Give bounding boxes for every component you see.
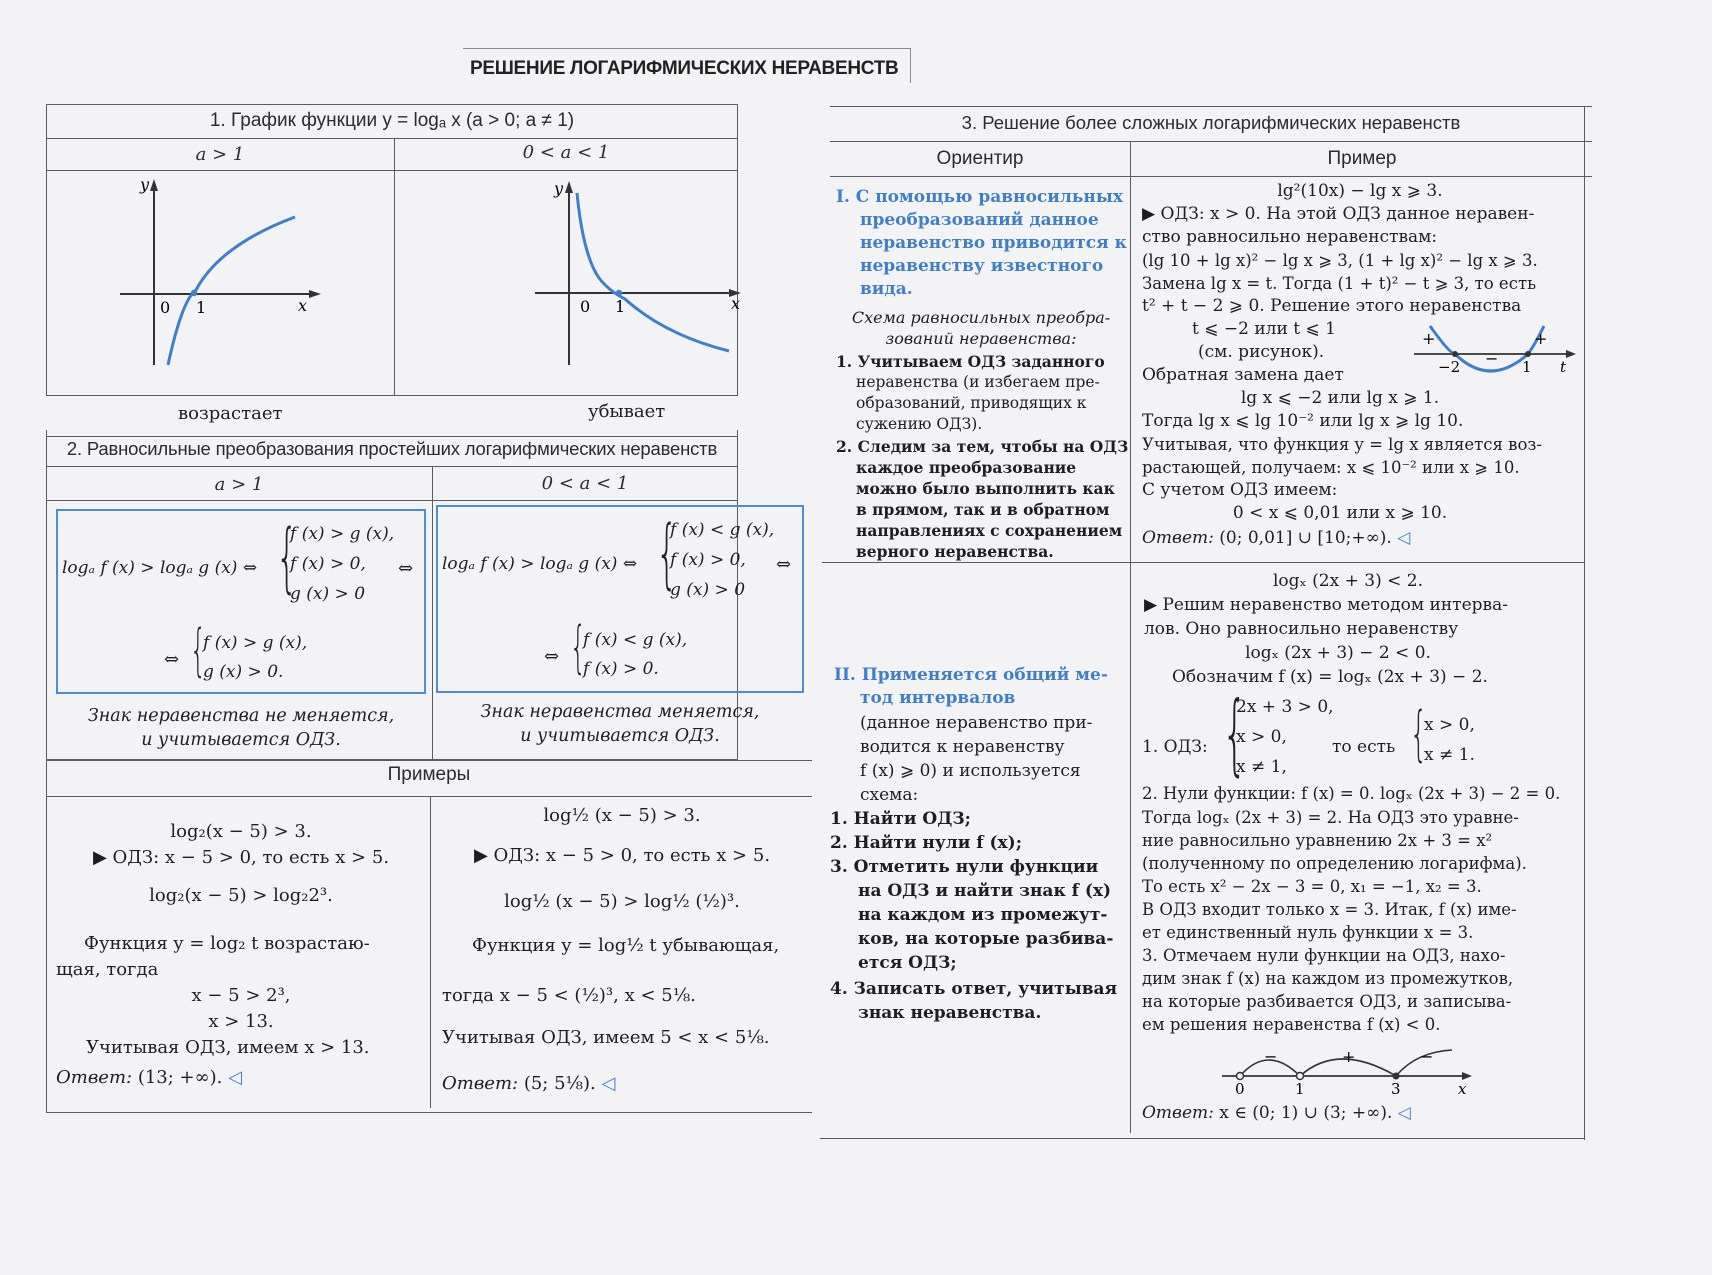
example-line: lg²(10x) − lg x ⩾ 3.	[1277, 181, 1443, 201]
tick-label: 1	[1522, 358, 1532, 376]
system-line: x ≠ 1.	[1424, 745, 1475, 765]
note-line: Знак неравенства меняется,	[480, 702, 760, 722]
step-line: на ОДЗ и найти знак f (x)	[858, 881, 1112, 901]
origin-label: 0	[160, 298, 171, 317]
rule-box-increasing	[56, 509, 426, 694]
example-line: Учитывая ОДЗ, имеем 5 < x < 5⅛.	[442, 1027, 770, 1048]
col-header-a-lt-1: 0 < a < 1	[541, 473, 629, 494]
step-line: 4. Записать ответ, учитывая	[830, 979, 1118, 999]
guide-text-line: f (x) ⩾ 0) и используется	[860, 761, 1081, 781]
divider	[46, 138, 738, 139]
example-line: ▶ ОДЗ: x − 5 > 0, то есть x > 5.	[473, 845, 771, 866]
example-line: lg x ⩽ −2 или lg x ⩾ 1.	[1240, 388, 1440, 408]
guide-title-line: неравенство приводится к	[860, 233, 1127, 253]
divider	[46, 1112, 812, 1113]
system-brace: {	[656, 508, 678, 597]
example-line: Функция y = log₂ t возрастаю-	[84, 933, 370, 954]
divider	[1130, 141, 1131, 1133]
example-line: Тогда logₓ (2x + 3) = 2. На ОДЗ это уравне-	[1142, 808, 1519, 827]
example-line: log½ (x − 5) > log½ (½)³.	[504, 891, 740, 912]
guide-title-line: I. С помощью равносильных	[836, 187, 1124, 207]
step-line: 2. Найти нули f (x);	[830, 833, 1022, 853]
guide-text-line: схема:	[860, 785, 919, 805]
divider	[46, 760, 47, 1112]
example-line: Замена lg x = t. Тогда (1 + t)² − t ⩾ 3, то есть	[1142, 274, 1537, 293]
axis-x-label: x	[731, 294, 741, 313]
system-line: g (x) > 0.	[203, 662, 284, 682]
origin-label: 0	[580, 297, 591, 316]
divider	[46, 760, 812, 761]
one-label: 1	[196, 298, 207, 317]
axis-label: t	[1560, 358, 1567, 376]
system-line: 2x + 3 > 0,	[1236, 697, 1334, 717]
example-line: 2. Нули функции: f (x) = 0. logₓ (2x + 3) − 2 = 0.	[1142, 784, 1561, 803]
example-line: ем решения неравенства f (x) < 0.	[1142, 1015, 1441, 1034]
divider	[46, 796, 812, 797]
equivalence-arrow: ⇔	[544, 646, 560, 667]
guide-text-line: (данное неравенство при-	[860, 713, 1093, 733]
divider	[46, 500, 738, 501]
examples-heading: Примеры	[387, 764, 471, 785]
sign-label: −	[1420, 1047, 1434, 1066]
step-line: 1. Найти ОДЗ;	[830, 809, 971, 829]
sign-label: +	[1342, 1047, 1356, 1066]
system-line: f (x) < g (x),	[583, 630, 688, 650]
end-mark-icon: ◁	[1397, 528, 1411, 548]
guide-title-line: вида.	[860, 279, 913, 299]
tick-label: 1	[1295, 1080, 1305, 1098]
answer-value: x ∈ (0; 1) ∪ (3; +∞).	[1219, 1103, 1393, 1123]
answer-label: Ответ:	[1142, 1103, 1214, 1123]
system-line: x > 0,	[1236, 727, 1287, 747]
section2-heading: 2. Равносильные преобразования простейших логарифмических неравенств	[66, 438, 718, 459]
step-line: 3. Отметить нули функции	[830, 857, 1099, 877]
guide-title-line: неравенству известного	[860, 256, 1104, 276]
step-line: знак неравенства.	[858, 1003, 1042, 1023]
example-line: log½ (x − 5) > 3.	[543, 805, 701, 826]
example-line: щая, тогда	[56, 959, 159, 980]
equivalence-arrow: ⇔	[398, 558, 414, 579]
example-line: x > 13.	[208, 1011, 274, 1032]
answer-row	[442, 1072, 615, 1095]
system-brace: {	[190, 618, 207, 683]
guide-title-line: II. Применяется общий ме-	[834, 665, 1108, 685]
equivalence-arrow: ⇔	[164, 649, 180, 670]
divider	[830, 141, 1592, 142]
example-line: тогда x − 5 < (½)³, x < 5⅛.	[442, 985, 696, 1006]
example-line: ▶ ОДЗ: x − 5 > 0, то есть x > 5.	[92, 847, 390, 868]
note-line: и учитывается ОДЗ.	[141, 730, 341, 750]
answer-row	[1142, 527, 1410, 550]
end-mark-icon: ◁	[228, 1067, 242, 1088]
system-line: x > 0,	[1424, 715, 1475, 735]
graph-increasing	[110, 175, 330, 375]
axis-y-label: y	[554, 179, 564, 198]
scheme-line: неравенства (и избегаем пре-	[856, 373, 1100, 391]
graph-decreasing	[525, 175, 755, 375]
system-line: x ≠ 1,	[1236, 757, 1287, 777]
title-frame	[463, 48, 911, 83]
guide-text-line: водится к неравенству	[860, 737, 1065, 757]
sign-label: +	[1534, 329, 1548, 348]
scheme-title-line: зований неравенства:	[885, 329, 1077, 348]
system-line: f (x) > g (x),	[203, 633, 308, 653]
example-line: (lg 10 + lg x)² − lg x ⩾ 3, (1 + lg x)² − lg x ⩾ 3.	[1142, 251, 1538, 270]
example-line: Обратная замена дает	[1142, 365, 1344, 385]
answer-label: Ответ:	[442, 1073, 519, 1094]
example-line: В ОДЗ входит только x = 3. Итак, f (x) име-	[1142, 900, 1517, 919]
scheme-line: верного неравенства.	[856, 542, 1054, 561]
odz-label: 1. ОДЗ:	[1142, 737, 1208, 757]
answer-value: (13; +∞).	[137, 1067, 223, 1088]
example-line: log₂(x − 5) > 3.	[170, 821, 312, 842]
end-mark-icon: ◁	[1397, 1103, 1411, 1123]
answer-row	[56, 1066, 242, 1089]
example-line: 0 < x ⩽ 0,01 или x ⩾ 10.	[1232, 503, 1448, 523]
system-line: f (x) > 0,	[670, 550, 746, 570]
step-line: ется ОДЗ;	[858, 953, 957, 973]
step-line: на каждом из промежут-	[858, 905, 1108, 925]
example-line: ство равносильно неравенствам:	[1142, 227, 1438, 247]
example-line: (полученному по определению логарифма).	[1142, 854, 1527, 873]
caption-decreasing: убывает	[588, 401, 666, 422]
example-line: Обозначим f (x) = logₓ (2x + 3) − 2.	[1172, 667, 1488, 687]
example-line: logₓ (2x + 3) − 2 < 0.	[1245, 643, 1431, 663]
system-brace: {	[1222, 682, 1248, 785]
example-line: лов. Оно равносильно неравенству	[1144, 619, 1459, 639]
system-line: g (x) > 0	[290, 584, 366, 604]
guide-title-line: тод интервалов	[860, 688, 1016, 708]
divider	[820, 1138, 1584, 1139]
sign-label: −	[1485, 349, 1499, 368]
example-line: растающей, получаем: x ⩽ 10⁻² или x ⩾ 10.	[1142, 458, 1520, 477]
divider	[46, 170, 738, 171]
scheme-title-line: Схема равносильных преобра-	[851, 308, 1111, 327]
axis-label: x	[1458, 1080, 1467, 1098]
odz-then: то есть	[1332, 737, 1396, 757]
caption-increasing: возрастает	[178, 403, 283, 424]
note-decreasing	[436, 700, 804, 748]
equivalence-arrow: ⇔	[776, 554, 792, 575]
example-line: 3. Отмечаем нули функции на ОДЗ, нахо-	[1142, 946, 1506, 965]
system-line: f (x) > g (x),	[290, 524, 395, 544]
tick-label: 3	[1391, 1080, 1401, 1098]
system-line: f (x) < g (x),	[670, 520, 775, 540]
sign-label: +	[1422, 329, 1436, 348]
rule-box-decreasing	[436, 505, 804, 693]
answer-row	[1142, 1102, 1411, 1125]
example-line: дим знак f (x) на каждом из промежутков,	[1142, 969, 1514, 988]
divider	[432, 466, 433, 760]
section3-heading: 3. Решение более сложных логарифмических неравенств	[961, 112, 1461, 133]
note-line: и учитывается ОДЗ.	[520, 726, 720, 746]
answer-label: Ответ:	[1142, 528, 1214, 548]
example-line: logₓ (2x + 3) < 2.	[1273, 571, 1423, 591]
divider	[830, 106, 1592, 107]
rule-lhs: logₐ f (x) > logₐ g (x) ⇔	[62, 558, 258, 578]
example-line: С учетом ОДЗ имеем:	[1142, 480, 1338, 500]
rule-lhs: logₐ f (x) > logₐ g (x) ⇔	[442, 554, 638, 574]
divider	[46, 436, 738, 437]
example-line: Учитывая ОДЗ, имеем x > 13.	[86, 1037, 370, 1058]
col-header-a-gt-1: a > 1	[214, 474, 264, 495]
example-line: log₂(x − 5) > log₂2³.	[149, 885, 333, 906]
system-line: f (x) > 0,	[290, 554, 366, 574]
scheme-line: каждое преобразование	[856, 458, 1077, 477]
scheme-line: в прямом, так и в обратном	[856, 500, 1110, 519]
scheme-line: 1. Учитываем ОДЗ заданного	[836, 352, 1105, 371]
example-line: на которые разбивается ОДЗ, и записыва-	[1142, 992, 1512, 1011]
tick-label: −2	[1438, 358, 1461, 376]
system-line: g (x) > 0	[670, 580, 746, 600]
end-mark-icon: ◁	[601, 1073, 616, 1094]
guide-title-line: преобразований данное	[860, 210, 1099, 230]
axis-x-label: x	[298, 296, 308, 315]
scheme-line: направлениях с сохранением	[856, 521, 1123, 540]
example-line: ▶ Решим неравенство методом интерва-	[1144, 595, 1508, 615]
sign-chart-x	[1220, 1040, 1480, 1100]
col-header-guide: Ориентир	[936, 148, 1024, 169]
divider	[46, 466, 738, 467]
note-line: Знак неравенства не меняется,	[87, 706, 395, 726]
scheme-line: образований, приводящих к	[856, 394, 1087, 412]
example-line: Тогда lg x ⩽ lg 10⁻² или lg x ⩾ lg 10.	[1142, 411, 1464, 431]
col-header-example: Пример	[1327, 148, 1397, 169]
example-line: x − 5 > 2³,	[191, 985, 291, 1006]
example-line: t ⩽ −2 или t ⩽ 1	[1192, 319, 1336, 339]
divider	[830, 176, 1592, 177]
example-line: То есть x² − 2x − 3 = 0, x₁ = −1, x₂ = 3.	[1142, 877, 1482, 896]
system-brace: {	[1410, 699, 1428, 769]
scheme-line: можно было выполнить как	[856, 479, 1115, 498]
divider	[430, 796, 431, 1108]
answer-value: (0; 0,01] ∪ [10;+∞).	[1219, 528, 1392, 548]
divider	[1584, 106, 1585, 1140]
note-increasing	[56, 704, 426, 752]
sign-label: −	[1264, 1047, 1278, 1066]
example-line: Учитывая, что функция y = lg x является воз-	[1142, 435, 1542, 454]
section1-heading: 1. График функции y = logₐ x (a > 0; a ≠ 1)	[209, 110, 575, 131]
example-line: Функция y = log½ t убывающая,	[472, 935, 780, 956]
axis-y-label: y	[140, 175, 150, 194]
example-line: ▶ ОДЗ: x > 0. На этой ОДЗ данное нерaвен-	[1142, 204, 1535, 224]
system-brace: {	[570, 615, 587, 680]
answer-label: Ответ:	[56, 1067, 133, 1088]
system-brace: {	[276, 512, 298, 601]
scheme-line: 2. Следим за тем, чтобы на ОДЗ	[836, 437, 1129, 456]
col-header-a-lt-1: 0 < a < 1	[522, 142, 610, 163]
example-line: ет единственный нуль функции x = 3.	[1142, 923, 1474, 942]
page-title: РЕШЕНИЕ ЛОГАРИФМИЧЕСКИХ НЕРАВЕНСТВ	[470, 58, 899, 79]
divider	[394, 138, 395, 396]
scheme-line: сужению ОДЗ).	[856, 415, 983, 433]
system-line: f (x) > 0.	[583, 659, 659, 679]
one-label: 1	[615, 297, 626, 316]
tick-label: 0	[1235, 1080, 1245, 1098]
example-line: t² + t − 2 ⩾ 0. Решение этого неравенства	[1142, 296, 1522, 316]
answer-value: (5; 5⅛).	[523, 1073, 596, 1094]
example-line: ние равносильно уравнению 2x + 3 = x²	[1142, 831, 1493, 850]
col-header-a-gt-1: a > 1	[195, 144, 245, 165]
example-line: (см. рисунок).	[1198, 342, 1325, 362]
sign-chart-t	[1410, 318, 1580, 378]
step-line: ков, на которые разбива-	[858, 929, 1114, 949]
